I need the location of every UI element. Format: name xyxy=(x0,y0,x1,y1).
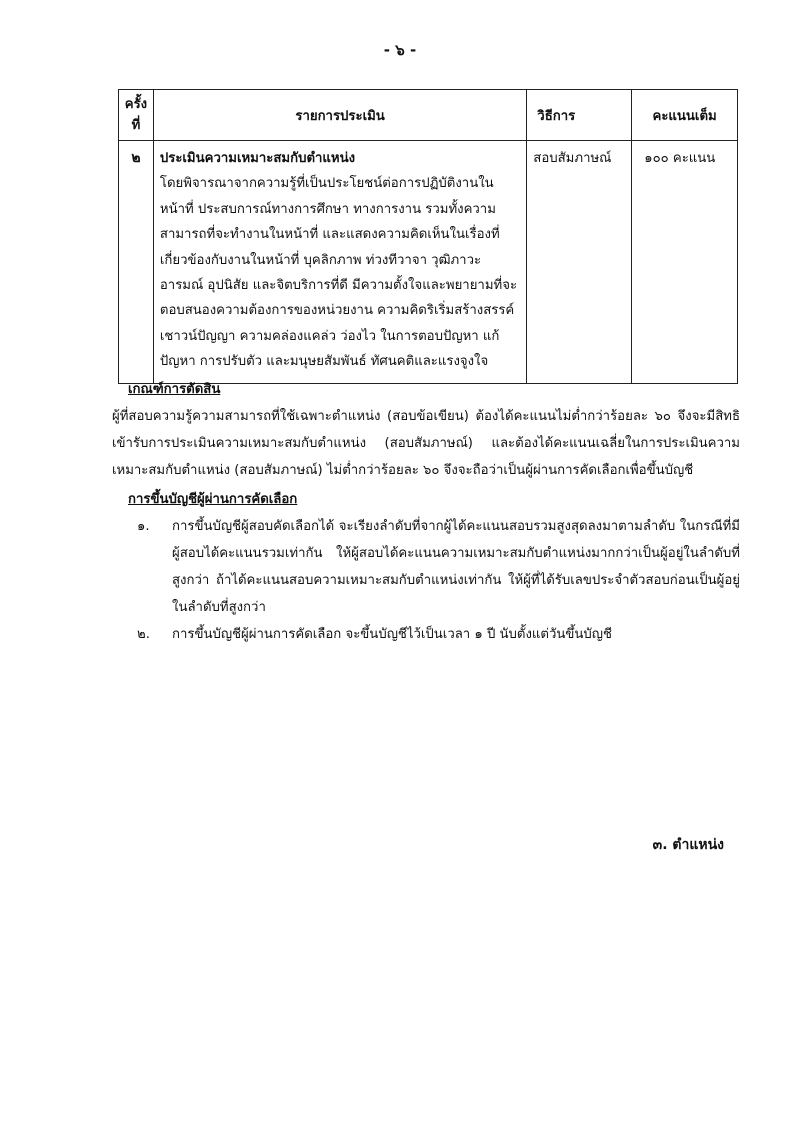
criteria-section xyxy=(112,376,740,484)
header-item: รายการประเมิน xyxy=(153,90,526,141)
list-item-text: การขึ้นบัญชีผู้ผ่านการคัดเลือก จะขึ้นบัญชีไว้เป็นเวลา ๑ ปี นับตั้งแต่วันขึ้นบัญชี xyxy=(172,627,612,642)
row-no: ๒ xyxy=(119,141,154,384)
list-item xyxy=(128,621,740,648)
next-section-label: ๓. ตำแหน่ง xyxy=(652,837,724,853)
listing-section xyxy=(128,486,740,648)
row-item-description: โดยพิจารณาจากความรู้ที่เป็นประโยชน์ต่อการปฏิบัติงานในหน้าที่ ประสบการณ์ทางการศึกษา ทางการงาน รวมทั้งความสามารถที่จะทำงานในหน้าที่ และแสดงความคิดเห็นในเรื่องที่เกี่ยวข้องกับงานในหน้าที่ บุคลิกภาพ ท่วงทีวาจา วุฒิภาวะ อารมณ์ อุปนิสัย และจิตบริการที่ดี มีความตั้งใจและพยายามที่จะตอบสนองความต้องการของหน่วยงาน ความคิดริเริ่มสร้างสรรค์ เชาวน์ปัญญา ความคล่องแคล่ว ว่องไว ในการตอบปัญหา แก้ปัญหา การปรับตัว และมนุษยสัมพันธ์ ทัศนคติและแรงจูงใจ xyxy=(159,176,518,370)
row-method: สอบสัมภาษณ์ xyxy=(527,141,632,384)
row-item-title: ประเมินความเหมาะสมกับตำแหน่ง xyxy=(159,151,356,166)
page-number: - ๖ - xyxy=(383,41,417,59)
list-item-number: ๒. xyxy=(137,627,150,642)
table-row xyxy=(119,141,738,384)
header-score: คะแนนเต็ม xyxy=(632,90,738,141)
header-no: ครั้งที่ xyxy=(119,90,154,141)
listing-heading: การขึ้นบัญชีผู้ผ่านการคัดเลือก xyxy=(128,492,298,507)
list-item-number: ๑. xyxy=(137,519,150,534)
row-item xyxy=(153,141,526,384)
header-method: วิธีการ xyxy=(527,90,632,141)
row-score: ๑๐๐ คะแนน xyxy=(632,141,738,384)
list-item xyxy=(128,513,740,621)
criteria-heading: เกณฑ์การตัดสิน xyxy=(128,382,221,397)
evaluation-table xyxy=(118,89,738,384)
list-item-text: การขึ้นบัญชีผู้สอบคัดเลือกได้ จะเรียงลำดับที่จากผู้ได้คะแนนสอบรวมสูงสุดลงมาตามลำดับ ในกรณีที่มีผู้สอบได้คะแนนรวมเท่ากัน ให้ผู้สอบได้คะแนนความเหมาะสมกับตำแหน่งมากกว่าเป็นผู้อยู่ในลำดับที่สูงกว่า ถ้าได้คะแนนสอบความเหมาะสมกับตำแหน่งเท่ากัน ให้ผู้ที่ได้รับเลขประจำตัวสอบก่อนเป็นผู้อยู่ในลำดับที่สูงกว่า xyxy=(172,519,740,615)
criteria-text: ผู้ที่สอบความรู้ความสามารถที่ใช้เฉพาะตำแหน่ง (สอบข้อเขียน) ต้องได้คะแนนไม่ต่ำกว่าร้อยละ ๖๐ จึงจะมีสิทธิเข้ารับการประเมินความเหมาะสมกับตำแหน่ง (สอบสัมภาษณ์) และต้องได้คะแนนเฉลี่ยในการประเมินความเหมาะสมกับตำแหน่ง (สอบสัมภาษณ์) ไม่ต่ำกว่าร้อยละ ๖๐ จึงจะถือว่าเป็นผู้ผ่านการคัดเลือกเพื่อขึ้นบัญชี xyxy=(112,409,740,478)
table-header-row xyxy=(119,90,738,141)
